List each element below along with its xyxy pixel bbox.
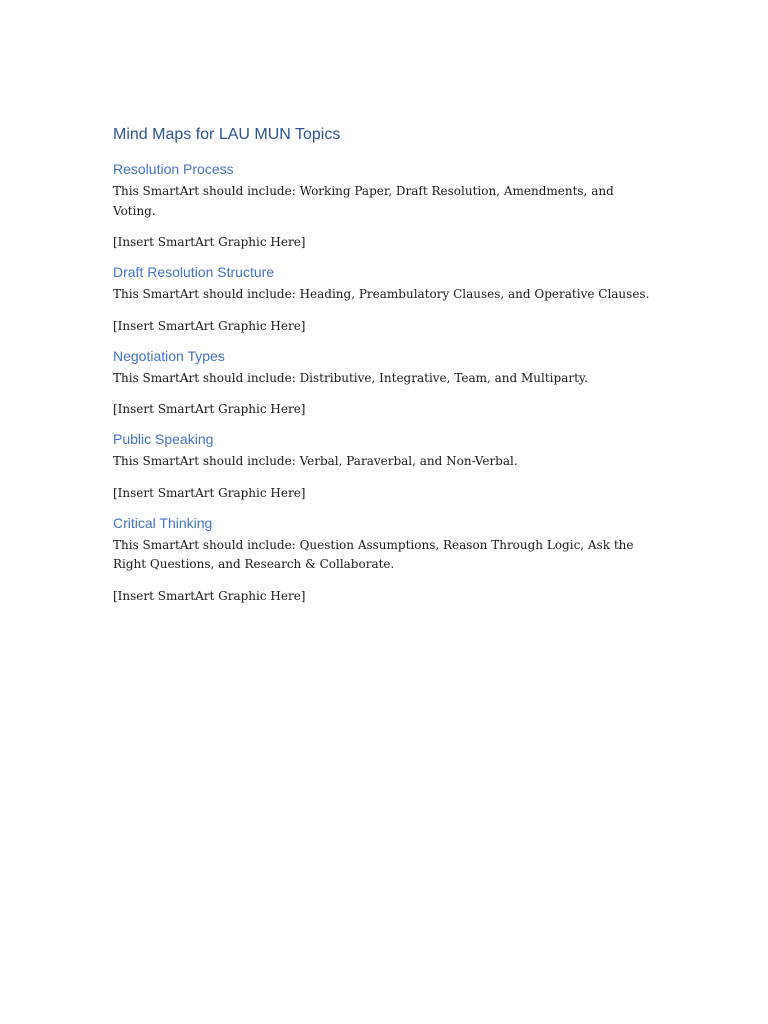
smartart-placeholder: [Insert SmartArt Graphic Here] xyxy=(113,235,306,249)
section-description: This SmartArt should include: Distributive, Integrative, Team, and Multiparty. xyxy=(113,370,588,385)
section-description: This SmartArt should include: Heading, Preambulatory Clauses, and Operative Clauses. xyxy=(113,287,650,301)
smartart-placeholder: [Insert SmartArt Graphic Here] xyxy=(113,588,306,603)
section-description: This SmartArt should include: Question Assumptions, Reason Through Logic, Ask the Right Questions, and Research & Collaborate. xyxy=(113,537,634,571)
section-description: This SmartArt should include: Working Paper, Draft Resolution, Amendments, and Voting. xyxy=(113,184,614,218)
section-draft-resolution-structure xyxy=(113,263,658,336)
smartart-placeholder: [Insert SmartArt Graphic Here] xyxy=(113,485,306,500)
section-heading: Draft Resolution Structure xyxy=(113,264,275,280)
smartart-placeholder: [Insert SmartArt Graphic Here] xyxy=(113,318,306,333)
section-negotiation-types xyxy=(113,347,658,420)
section-description: This SmartArt should include: Verbal, Paraverbal, and Non-Verbal. xyxy=(113,454,518,468)
section-heading: Critical Thinking xyxy=(113,514,213,531)
document-title: Mind Maps for LAU MUN Topics xyxy=(113,126,341,143)
section-critical-thinking xyxy=(113,514,658,606)
section-heading: Public Speaking xyxy=(113,431,214,447)
section-heading: Negotiation Types xyxy=(113,347,225,364)
document-content xyxy=(113,124,658,617)
smartart-placeholder: [Insert SmartArt Graphic Here] xyxy=(113,402,306,416)
section-resolution-process xyxy=(113,160,658,252)
section-public-speaking xyxy=(113,430,658,503)
section-heading: Resolution Process xyxy=(113,161,234,177)
